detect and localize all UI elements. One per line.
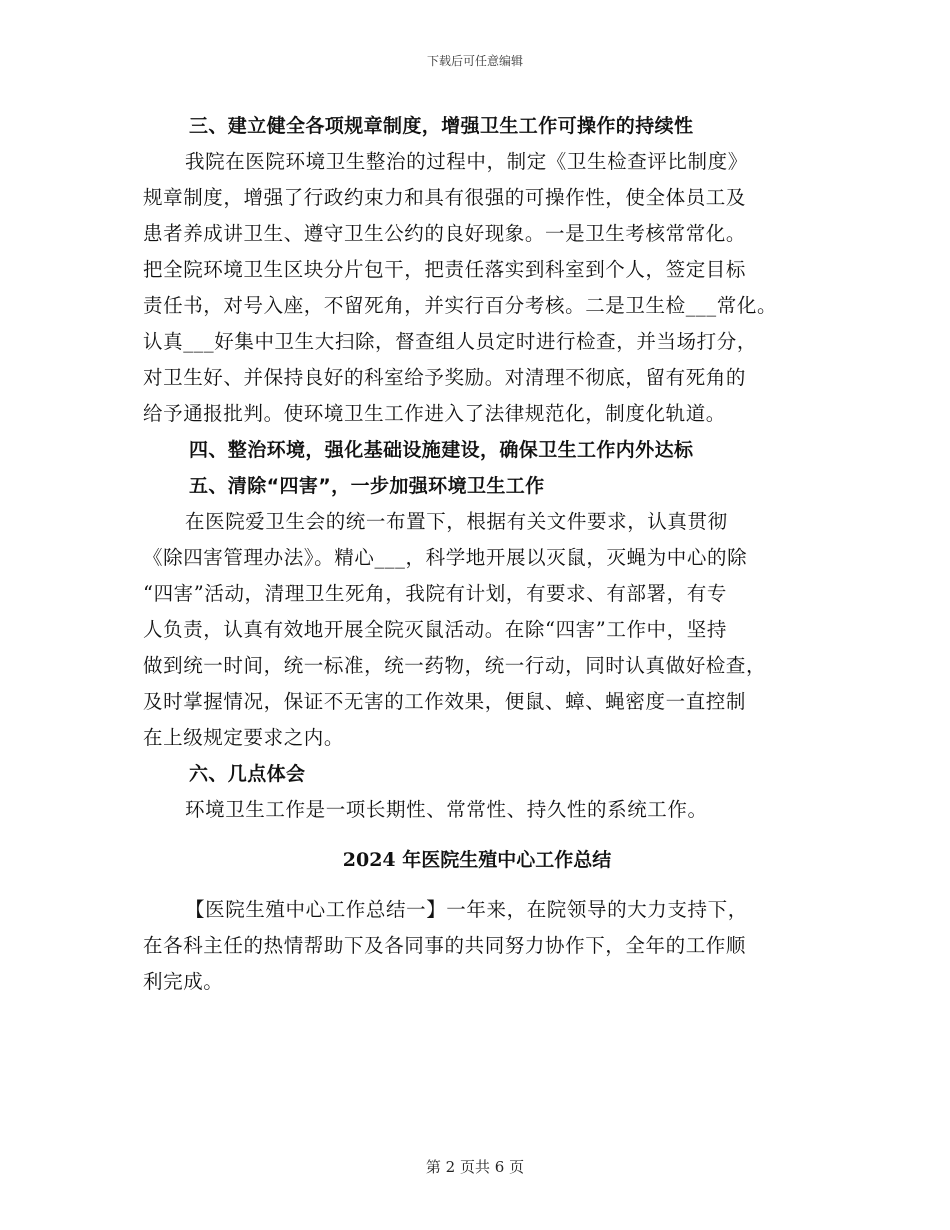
article-title: 2024 年医院生殖中心工作总结 (342, 849, 612, 871)
document-body (143, 108, 823, 1000)
paragraph-line: 及时掌握情况，保证不无害的工作效果，便鼠、蟑、蝇密度一直控制 (143, 690, 747, 713)
paragraph-line: 环境卫生工作是一项长期性、常常性、持久性的系统工作。 (185, 798, 708, 821)
paragraph-line: 给予通报批判。使环境卫生工作进入了法律规范化，制度化轨道。 (143, 402, 726, 425)
page-header-note: 下载后可任意编辑 (426, 54, 523, 68)
paragraph-line: 利完成。 (143, 970, 224, 993)
section-4-heading: 四、整治环境，强化基础设施建设，确保卫生工作内外达标 (189, 439, 694, 461)
section-5-heading: 五、清除“四害”，一步加强环境卫生工作 (189, 475, 545, 497)
paragraph-line: 【医院生殖中心工作总结一】一年来，在院领导的大力支持下， (185, 898, 748, 921)
section-6-heading: 六、几点体会 (189, 763, 306, 785)
paragraph-line: 在上级规定要求之内。 (143, 726, 345, 749)
paragraph-line: 在各科主任的热情帮助下及各同事的共同努力协作下，全年的工作顺 (143, 934, 747, 957)
paragraph-line: 人负责，认真有效地开展全院灭鼠活动。在除“四害”工作中，坚持 (143, 618, 727, 641)
paragraph-line: 认真___好集中卫生大扫除，督查组人员定时进行检查，并当场打分， (143, 330, 757, 353)
paragraph-line: 患者养成讲卫生、遵守卫生公约的良好现象。一是卫生考核常常化。 (143, 222, 747, 245)
paragraph-line: “四害”活动，清理卫生死角，我院有计划，有要求、有部署，有专 (143, 582, 727, 605)
paragraph-line: 责任书，对号入座，不留死角，并实行百分考核。二是卫生检___常化。 (143, 294, 778, 317)
paragraph-line: 做到统一时间，统一标准，统一药物，统一行动，同时认真做好检查， (143, 654, 767, 677)
paragraph-line: 对卫生好、并保持良好的科室给予奖励。对清理不彻底，留有死角的 (143, 366, 747, 389)
paragraph-line: 我院在医院环境卫生整治的过程中，制定《卫生检查评比制度》 (185, 150, 748, 173)
paragraph-line: 在医院爱卫生会的统一布置下，根据有关文件要求，认真贯彻 (185, 510, 728, 533)
section-3-heading: 三、建立健全各项规章制度，增强卫生工作可操作的持续性 (189, 115, 694, 137)
page-number: 第 2 页共 6 页 (425, 1158, 525, 1176)
paragraph-line: 把全院环境卫生区块分片包干，把责任落实到科室到个人，签定目标 (143, 258, 747, 281)
paragraph-line: 《除四害管理办法》。精心___，科学地开展以灭鼠，灭蝇为中心的除 (143, 546, 748, 569)
paragraph-line: 规章制度，增强了行政约束力和具有很强的可操作性，使全体员工及 (143, 186, 747, 209)
